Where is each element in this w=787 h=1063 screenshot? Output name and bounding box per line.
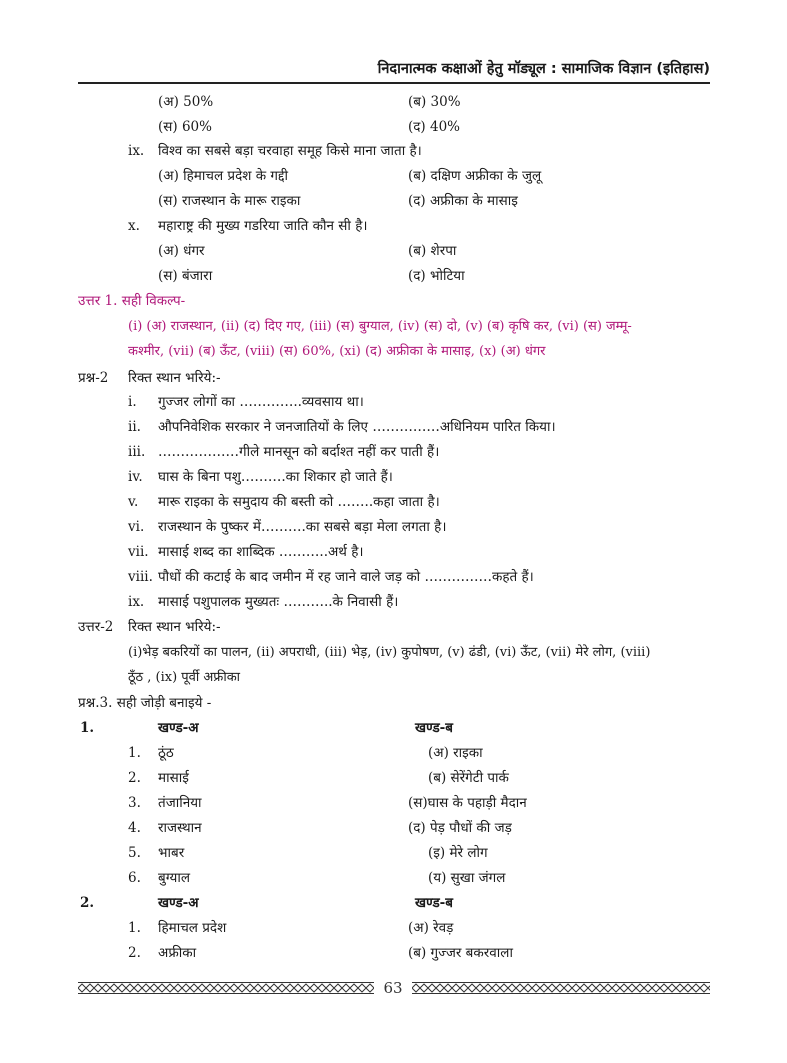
match-item-a: अफ्रीका [158,945,197,961]
answer-text-line: ठूँठ , (ix) पूर्वी अफ्रीका [128,670,241,685]
match-item-b: (ब) गुज्जर बकरवाला [408,945,513,961]
item-number: i. [128,394,137,410]
answer-label: उत्तर 1. सही विकल्प- [78,293,186,309]
match-item-a: तंजानिया [158,795,202,811]
item-text: औपनिवेशिक सरकार ने जनजातियों के लिए ……………अधिनियम पारित किया। [158,419,556,435]
row-number: 3. [128,795,141,811]
answer-text-line: (i) (अ) राजस्थान, (ii) (द) दिए गए, (iii) (स) बुग्याल, (iv) (स) दो, (v) (ब) कृषि कर, (vi) (स) जम्मू- [128,319,632,334]
option-b: (ब) 30% [408,94,461,110]
set-number: 2. [80,895,95,911]
row-number: 5. [128,845,141,861]
item-text: मासाई शब्द का शाब्दिक ………..अर्थ है। [158,544,364,560]
question-number: x. [128,218,140,234]
column-header-b: खण्ड-ब [415,720,453,736]
match-item-a: हिमाचल प्रदेश [158,920,227,936]
column-header-b: खण्ड-ब [415,895,453,911]
option-b: (ब) दक्षिण अफ्रीका के जुलू [408,168,542,184]
header-rule [78,82,710,84]
row-number: 1. [128,920,141,936]
option-a: (अ) 50% [158,94,214,110]
item-text: घास के बिना पशु……….का शिकार हो जाते हैं। [158,469,393,485]
row-number: 4. [128,820,141,836]
option-a: (अ) धंगर [158,243,205,259]
item-text: मारू राइका के समुदाय की बस्ती को ……..कहा जाता है। [158,494,440,510]
row-number: 2. [128,945,141,961]
item-number: v. [128,494,139,510]
match-item-a: ठूंठ [158,745,174,761]
column-header-a: खण्ड-अ [158,895,199,911]
row-number: 2. [128,770,141,786]
item-number: vii. [128,544,149,560]
question-text: महाराष्ट्र की मुख्य गडरिया जाति कौन सी है। [158,218,368,234]
item-text: गुज्जर लोगों का …………..व्यवसाय था। [158,394,364,410]
option-d: (द) अफ्रीका के मासाइ [408,193,518,209]
option-d: (द) भोटिया [408,268,465,284]
match-item-a: बुग्याल [158,870,190,886]
footer-decorative-border [78,982,374,994]
item-number: vi. [128,519,145,535]
item-text: पौधों की कटाई के बाद जमीन में रह जाने वाले जड़ को ……………कहते हैं। [158,569,534,585]
page-number: 63 [383,979,403,997]
answer-title: रिक्त स्थान भरिये:- [128,619,221,635]
question-number: प्रश्न-2 [78,370,109,386]
item-number: ii. [128,419,141,435]
item-number: ix. [128,594,145,610]
footer-decorative-border [412,982,710,994]
option-d: (द) 40% [408,119,460,135]
set-number: 1. [80,720,95,736]
question-title: रिक्त स्थान भरिये:- [128,370,221,386]
answer-number: उत्तर-2 [78,619,114,635]
item-number: iv. [128,469,143,485]
match-item-b: (अ) राइका [428,745,483,761]
option-a: (अ) हिमाचल प्रदेश के गद्दी [158,168,289,184]
item-text: ………………गीले मानसून को बर्दाश्त नहीं कर पाती हैं। [158,444,440,460]
match-item-a: राजस्थान [158,820,202,836]
match-item-b: (ब) सेरेंगेटी पार्क [428,770,509,786]
question-title: प्रश्न.3. सही जोड़ी बनाइये - [78,695,212,711]
option-b: (ब) शेरपा [408,243,457,259]
match-item-b: (अ) रेवड़ [408,920,454,936]
option-c: (स) 60% [158,119,212,135]
question-number: ix. [128,143,145,159]
item-number: viii. [128,569,153,585]
page-header: निदानात्मक कक्षाओं हेतु मॉड्यूल : सामाजिक विज्ञान (इतिहास) [377,61,710,77]
row-number: 6. [128,870,141,886]
row-number: 1. [128,745,141,761]
match-item-b: (इ) मेरे लोग [428,845,488,861]
answer-text-line: (i)भेड़ बकरियों का पालन, (ii) अपराधी, (iii) भेड़, (iv) कुपोषण, (v) ढंडी, (vi) ऊँट, (vii) मेरे लोग, (viii) [128,645,651,660]
match-item-b: (य) सुखा जंगल [428,870,506,886]
answer-text-line: कश्मीर, (vii) (ब) ऊँट, (viii) (स) 60%, (xi) (द) अफ्रीका के मासाइ, (x) (अ) धंगर [128,344,546,359]
question-text: विश्व का सबसे बड़ा चरवाहा समूह किसे माना जाता है। [158,143,422,159]
item-text: राजस्थान के पुष्कर में……….का सबसे बड़ा मेला लगता है। [158,519,447,535]
match-item-b: (स)घास के पहाड़ी मैदान [408,795,527,811]
option-c: (स) राजस्थान के मारू राइका [158,193,301,209]
item-text: मासाई पशुपालक मुख्यतः ………..के निवासी हैं। [158,594,399,610]
match-item-a: मासाई [158,770,189,786]
item-number: iii. [128,444,146,460]
column-header-a: खण्ड-अ [158,720,199,736]
match-item-a: भाबर [158,845,185,861]
match-item-b: (द) पेड़ पौधों की जड़ [408,820,512,836]
option-c: (स) बंजारा [158,268,213,284]
